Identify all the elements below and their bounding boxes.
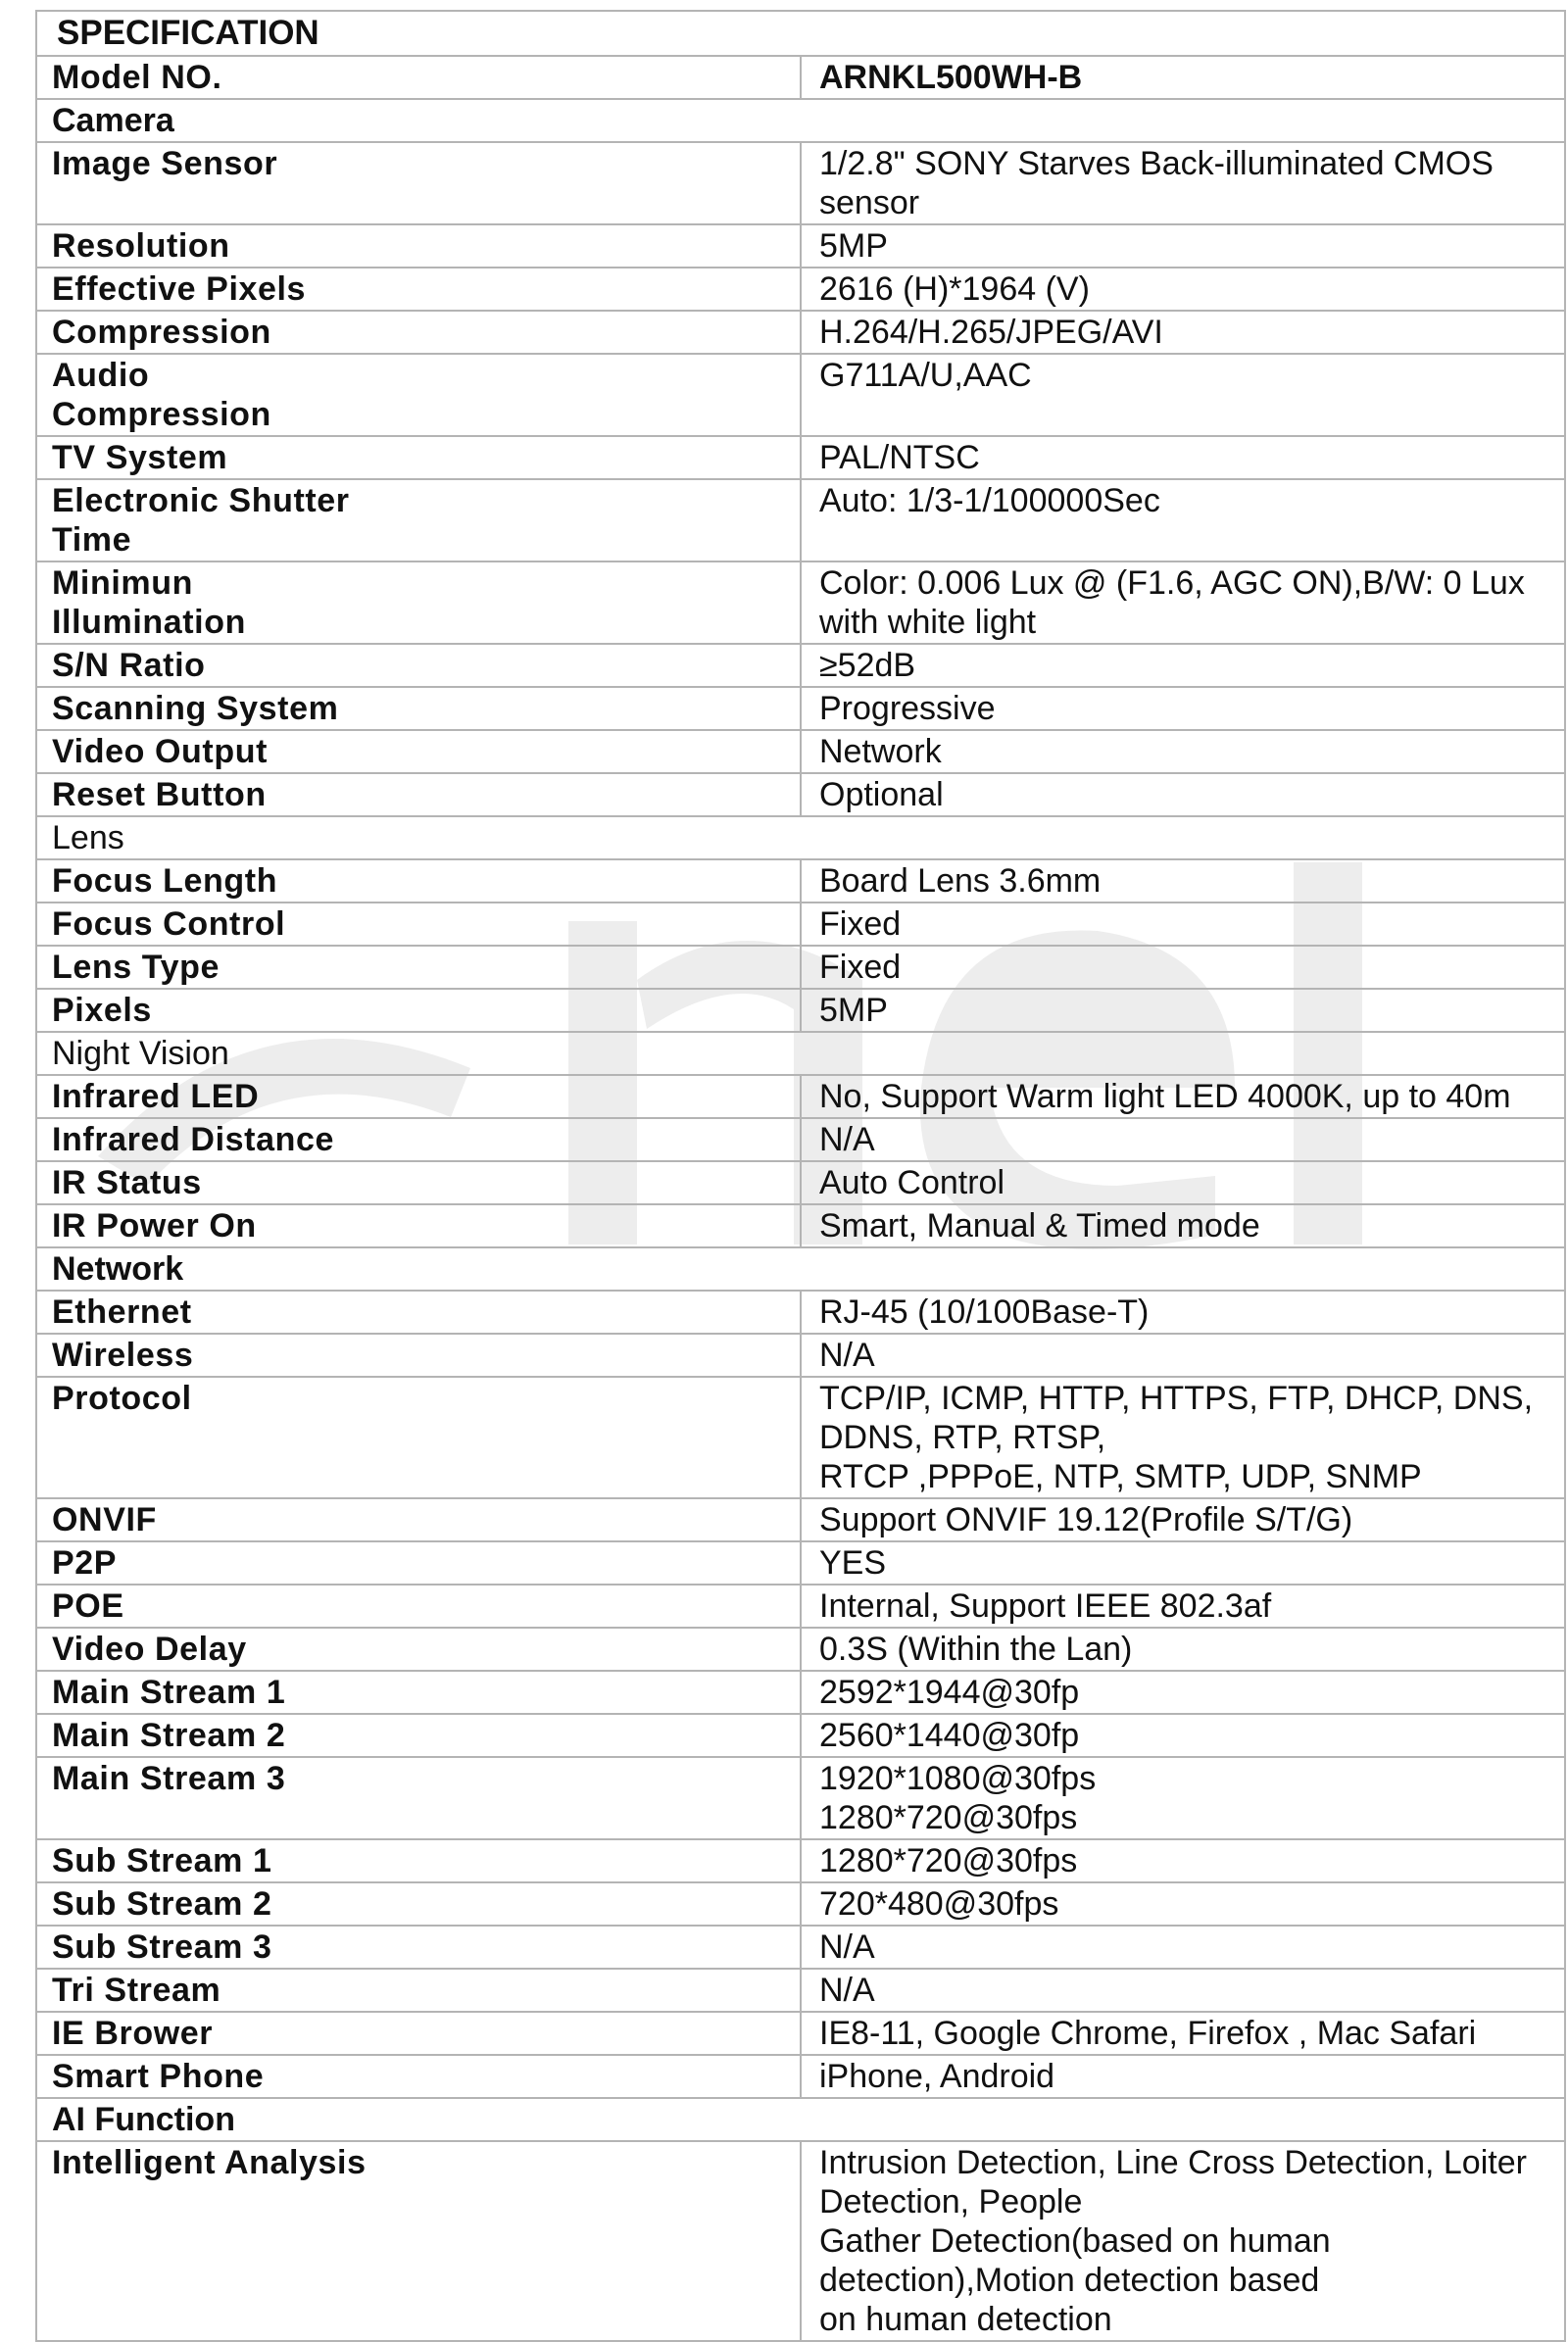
spec-value-line: 2592*1944@30fp xyxy=(819,1674,1080,1711)
spec-value xyxy=(801,142,1565,224)
spec-key-minimun-illumination xyxy=(36,561,801,644)
spec-value-line: 1280*720@30fps xyxy=(819,1842,1078,1879)
spec-key-text: Tri Stream xyxy=(52,1972,221,2009)
spec-value xyxy=(801,773,1565,816)
spec-key-smart-phone xyxy=(36,2055,801,2098)
spec-key-s-n-ratio xyxy=(36,644,801,687)
spec-key-text: Scanning System xyxy=(52,690,339,727)
spec-value xyxy=(801,1671,1565,1714)
spec-key-tri-stream xyxy=(36,1969,801,2012)
table-title-row xyxy=(36,11,1565,56)
spec-value-line: Auto: 1/3-1/100000Sec xyxy=(819,482,1160,519)
spec-key-infrared-distance xyxy=(36,1118,801,1161)
spec-value xyxy=(801,1334,1565,1377)
table-row xyxy=(36,2012,1565,2055)
spec-value-line: PAL/NTSC xyxy=(819,439,980,476)
spec-key-protocol xyxy=(36,1377,801,1498)
spec-value xyxy=(801,1882,1565,1926)
spec-key-lens-type xyxy=(36,946,801,989)
table-row xyxy=(36,142,1565,224)
spec-value-line: N/A xyxy=(819,1928,875,1966)
spec-value-line: RTCP ,PPPoE, NTP, SMTP, UDP, SNMP xyxy=(819,1458,1422,1495)
spec-value xyxy=(801,1075,1565,1118)
spec-key-resolution xyxy=(36,224,801,268)
spec-value xyxy=(801,561,1565,644)
spec-value xyxy=(801,1714,1565,1757)
spec-value xyxy=(801,1969,1565,2012)
spec-key-ie-brower xyxy=(36,2012,801,2055)
spec-key-text: Pixels xyxy=(52,992,152,1029)
spec-key-text: Effective Pixels xyxy=(52,270,307,308)
spec-value xyxy=(801,687,1565,730)
spec-value-line: 1280*720@30fps xyxy=(819,1799,1078,1836)
table-row xyxy=(36,730,1565,773)
spec-key-text: Protocol xyxy=(52,1380,192,1417)
spec-value-line: Progressive xyxy=(819,690,996,727)
spec-key-text: Intelligent Analysis xyxy=(52,2144,367,2181)
table-row xyxy=(36,2055,1565,2098)
spec-value-line: ≥52dB xyxy=(819,647,916,684)
spec-value xyxy=(801,1204,1565,1247)
spec-value xyxy=(801,989,1565,1032)
spec-key-model-no xyxy=(36,56,801,99)
spec-key-text: Video Output xyxy=(52,733,268,770)
spec-key-text: Compression xyxy=(52,396,271,433)
spec-value-line: 1/2.8" SONY Starves Back-illuminated CMOS sensor xyxy=(819,145,1494,221)
spec-key-text: Sub Stream 1 xyxy=(52,1842,272,1879)
spec-key-image-sensor xyxy=(36,142,801,224)
spec-key-main-stream-3 xyxy=(36,1757,801,1839)
table-row xyxy=(36,479,1565,561)
spec-value xyxy=(801,1839,1565,1882)
spec-value-line: N/A xyxy=(819,1337,875,1374)
spec-key-sub-stream-3 xyxy=(36,1926,801,1969)
spec-value xyxy=(801,730,1565,773)
table-row xyxy=(36,1969,1565,2012)
section-heading: Network xyxy=(36,1247,1565,1291)
section-row-lens xyxy=(36,816,1565,859)
spec-value-line: Support ONVIF 19.12(Profile S/T/G) xyxy=(819,1501,1353,1538)
spec-key-ir-power-on xyxy=(36,1204,801,1247)
spec-value xyxy=(801,436,1565,479)
spec-key-text: Sub Stream 3 xyxy=(52,1928,272,1966)
spec-value-line: Internal, Support IEEE 802.3af xyxy=(819,1587,1272,1625)
spec-key-tv-system xyxy=(36,436,801,479)
spec-value-line: 5MP xyxy=(819,227,888,265)
spec-key-focus-control xyxy=(36,903,801,946)
spec-key-main-stream-2 xyxy=(36,1714,801,1757)
table-row xyxy=(36,224,1565,268)
spec-key-text: Focus Length xyxy=(52,862,278,900)
spec-value-line: Fixed xyxy=(819,905,902,943)
spec-key-text: POE xyxy=(52,1587,124,1625)
spec-key-text: Lens Type xyxy=(52,949,220,986)
spec-value-line: N/A xyxy=(819,1972,875,2009)
spec-value xyxy=(801,354,1565,436)
spec-value-line: Smart, Manual & Timed mode xyxy=(819,1207,1260,1244)
spec-value xyxy=(801,1291,1565,1334)
table-row xyxy=(36,773,1565,816)
table-row xyxy=(36,56,1565,99)
spec-value-line: Gather Detection(based on human detection),Motion detection based xyxy=(819,2222,1331,2299)
specification-table xyxy=(35,10,1566,2342)
section-heading: Camera xyxy=(36,99,1565,142)
table-row xyxy=(36,1671,1565,1714)
spec-value-line: No, Support Warm light LED 4000K, up to 40m xyxy=(819,1078,1511,1115)
table-row xyxy=(36,989,1565,1032)
spec-key-main-stream-1 xyxy=(36,1671,801,1714)
spec-key-text: Audio xyxy=(52,357,150,394)
table-row xyxy=(36,1882,1565,1926)
table-row xyxy=(36,946,1565,989)
spec-key-scanning-system xyxy=(36,687,801,730)
spec-value-line: TCP/IP, ICMP, HTTP, HTTPS, FTP, DHCP, DNS, DDNS, RTP, RTSP, xyxy=(819,1380,1534,1456)
spec-value xyxy=(801,1377,1565,1498)
spec-value xyxy=(801,2012,1565,2055)
spec-value-line: 720*480@30fps xyxy=(819,1885,1059,1923)
spec-value-line: Network xyxy=(819,733,942,770)
spec-key-text: Reset Button xyxy=(52,776,267,813)
spec-key-text: Electronic Shutter xyxy=(52,482,350,519)
table-row xyxy=(36,1075,1565,1118)
spec-key-compression xyxy=(36,311,801,354)
spec-value xyxy=(801,479,1565,561)
section-row-ai-function xyxy=(36,2098,1565,2141)
spec-value-line: G711A/U,AAC xyxy=(819,357,1032,394)
spec-key-intelligent-analysis xyxy=(36,2141,801,2341)
spec-value xyxy=(801,1118,1565,1161)
table-row xyxy=(36,1714,1565,1757)
spec-value xyxy=(801,644,1565,687)
table-row xyxy=(36,2141,1565,2341)
spec-value xyxy=(801,1757,1565,1839)
table-row xyxy=(36,268,1565,311)
spec-value-line: Auto Control xyxy=(819,1164,1004,1201)
table-row xyxy=(36,644,1565,687)
table-row xyxy=(36,903,1565,946)
spec-key-text: Compression xyxy=(52,314,271,351)
spec-value-line: 0.3S (Within the Lan) xyxy=(819,1631,1133,1668)
section-row-camera xyxy=(36,99,1565,142)
table-row xyxy=(36,1839,1565,1882)
spec-key-text: Wireless xyxy=(52,1337,194,1374)
spec-key-reset-button xyxy=(36,773,801,816)
spec-key-text: Time xyxy=(52,521,132,559)
spec-key-text: IE Brower xyxy=(52,2015,214,2052)
spec-key-text: Model NO. xyxy=(52,59,222,96)
spec-value-line: Optional xyxy=(819,776,944,813)
table-row xyxy=(36,354,1565,436)
table-row xyxy=(36,687,1565,730)
table-row xyxy=(36,1757,1565,1839)
spec-value xyxy=(801,56,1565,99)
table-row xyxy=(36,311,1565,354)
spec-key-p2p xyxy=(36,1541,801,1585)
spec-key-text: TV System xyxy=(52,439,228,476)
spec-value xyxy=(801,2141,1565,2341)
spec-key-text: ONVIF xyxy=(52,1501,157,1538)
spec-value xyxy=(801,1541,1565,1585)
spec-key-onvif xyxy=(36,1498,801,1541)
spec-key-ir-status xyxy=(36,1161,801,1204)
section-heading: Night Vision xyxy=(36,1032,1565,1075)
spec-key-ethernet xyxy=(36,1291,801,1334)
spec-value-line: N/A xyxy=(819,1121,875,1158)
spec-value-line: Fixed xyxy=(819,949,902,986)
table-row xyxy=(36,1334,1565,1377)
spec-key-effective-pixels xyxy=(36,268,801,311)
spec-value-line: ARNKL500WH-B xyxy=(819,59,1083,96)
spec-key-text: IR Status xyxy=(52,1164,202,1201)
spec-key-video-delay xyxy=(36,1628,801,1671)
spec-key-text: Resolution xyxy=(52,227,230,265)
spec-value xyxy=(801,1628,1565,1671)
spec-value-line: iPhone, Android xyxy=(819,2058,1055,2095)
spec-key-sub-stream-2 xyxy=(36,1882,801,1926)
table-row xyxy=(36,1926,1565,1969)
spec-key-text: P2P xyxy=(52,1544,118,1582)
spec-value xyxy=(801,1585,1565,1628)
table-row xyxy=(36,1585,1565,1628)
spec-key-infrared-led xyxy=(36,1075,801,1118)
spec-key-text: Minimun xyxy=(52,564,193,602)
spec-value xyxy=(801,1161,1565,1204)
spec-value-line: 2560*1440@30fp xyxy=(819,1717,1080,1754)
spec-key-focus-length xyxy=(36,859,801,903)
spec-value xyxy=(801,1498,1565,1541)
spec-value xyxy=(801,903,1565,946)
spec-key-text: Sub Stream 2 xyxy=(52,1885,272,1923)
spec-value xyxy=(801,311,1565,354)
table-title: SPECIFICATION xyxy=(36,11,1565,56)
spec-key-video-output xyxy=(36,730,801,773)
spec-key-text: Smart Phone xyxy=(52,2058,265,2095)
spec-value-line: RJ-45 (10/100Base-T) xyxy=(819,1293,1150,1331)
spec-key-text: S/N Ratio xyxy=(52,647,206,684)
table-row xyxy=(36,1377,1565,1498)
section-row-night-vision xyxy=(36,1032,1565,1075)
spec-key-text: Main Stream 2 xyxy=(52,1717,286,1754)
spec-value-line: YES xyxy=(819,1544,887,1582)
table-row xyxy=(36,436,1565,479)
table-row xyxy=(36,1498,1565,1541)
spec-key-text: Infrared LED xyxy=(52,1078,260,1115)
spec-value-line: Intrusion Detection, Line Cross Detection, Loiter Detection, People xyxy=(819,2144,1527,2220)
spec-value-line: 2616 (H)*1964 (V) xyxy=(819,270,1090,308)
spec-value-line: Board Lens 3.6mm xyxy=(819,862,1102,900)
spec-key-pixels xyxy=(36,989,801,1032)
spec-key-wireless xyxy=(36,1334,801,1377)
spec-key-poe xyxy=(36,1585,801,1628)
spec-key-text: Video Delay xyxy=(52,1631,247,1668)
spec-value xyxy=(801,224,1565,268)
spec-value-line: H.264/H.265/JPEG/AVI xyxy=(819,314,1163,351)
spec-value xyxy=(801,946,1565,989)
table-row xyxy=(36,1291,1565,1334)
spec-value-line: 5MP xyxy=(819,992,888,1029)
section-heading: Lens xyxy=(36,816,1565,859)
spec-key-electronic-shutter-time xyxy=(36,479,801,561)
spec-key-text: Infrared Distance xyxy=(52,1121,334,1158)
spec-key-text: Ethernet xyxy=(52,1293,192,1331)
table-row xyxy=(36,561,1565,644)
spec-value-line: 1920*1080@30fps xyxy=(819,1760,1097,1797)
table-row xyxy=(36,1161,1565,1204)
spec-key-text: Main Stream 3 xyxy=(52,1760,286,1797)
spec-sheet xyxy=(35,10,1566,2342)
table-row xyxy=(36,1541,1565,1585)
spec-key-sub-stream-1 xyxy=(36,1839,801,1882)
table-row xyxy=(36,1204,1565,1247)
table-row xyxy=(36,1628,1565,1671)
spec-value-line: on human detection xyxy=(819,2301,1112,2338)
spec-value xyxy=(801,268,1565,311)
spec-value-line: IE8-11, Google Chrome, Firefox , Mac Safari xyxy=(819,2015,1477,2052)
spec-value-line: Color: 0.006 Lux @ (F1.6, AGC ON),B/W: 0 Lux with white light xyxy=(819,564,1525,641)
table-row xyxy=(36,859,1565,903)
spec-key-text: Focus Control xyxy=(52,905,286,943)
spec-key-text: Image Sensor xyxy=(52,145,278,182)
spec-value xyxy=(801,2055,1565,2098)
spec-key-text: Illumination xyxy=(52,604,246,641)
spec-key-text: IR Power On xyxy=(52,1207,257,1244)
spec-key-text: Main Stream 1 xyxy=(52,1674,286,1711)
spec-key-audio-compression xyxy=(36,354,801,436)
section-row-network xyxy=(36,1247,1565,1291)
table-row xyxy=(36,1118,1565,1161)
section-heading: AI Function xyxy=(36,2098,1565,2141)
spec-value xyxy=(801,859,1565,903)
spec-value xyxy=(801,1926,1565,1969)
